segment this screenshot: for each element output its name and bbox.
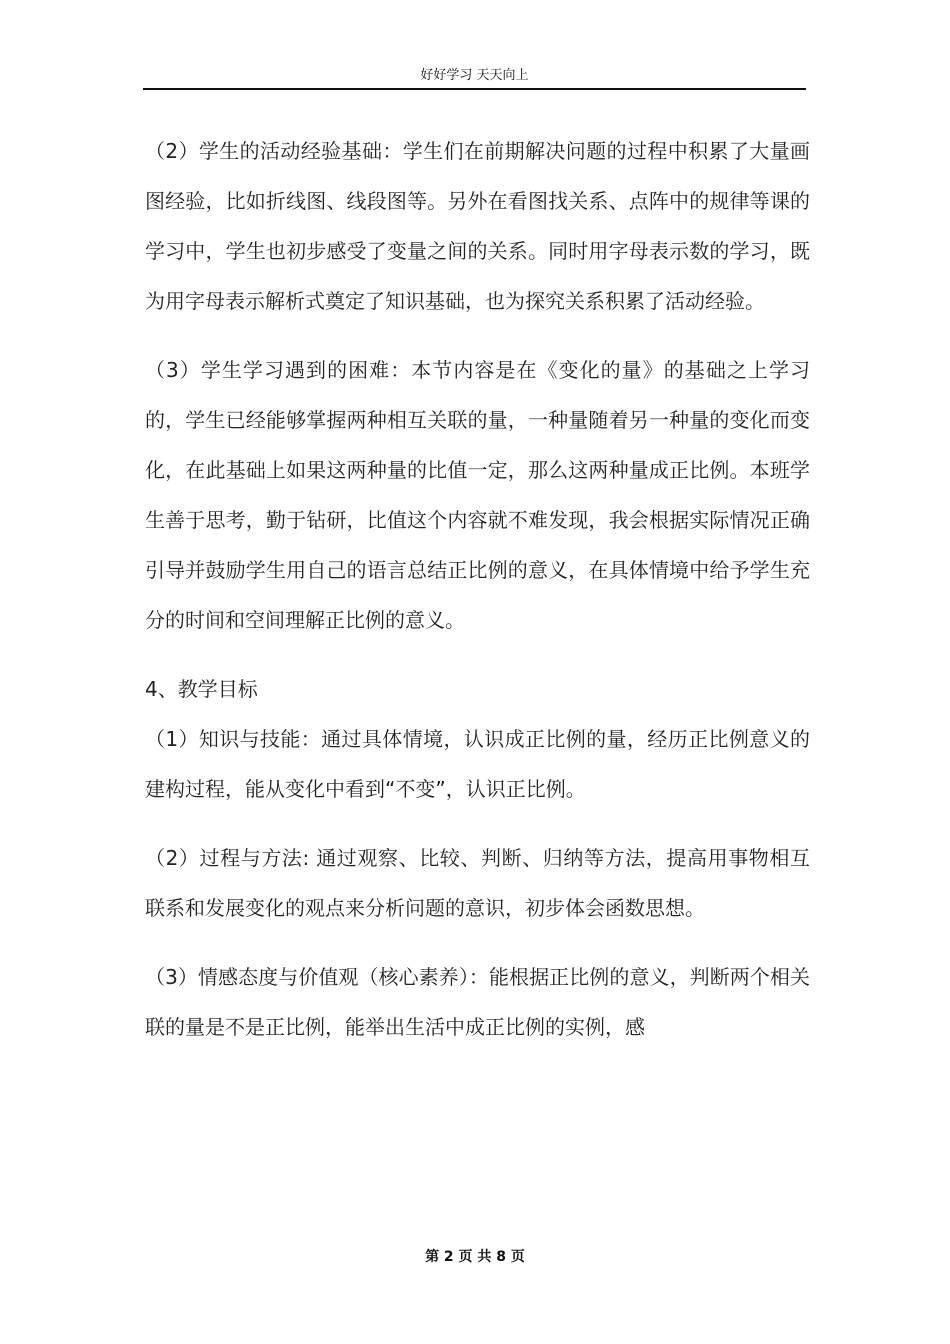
header-divider [143,88,806,90]
section-heading-teaching-goals: 4、教学目标 [145,677,258,701]
paragraph-knowledge-skills: （1）知识与技能：通过具体情境，认识成正比例的量，经历正比例意义的建构过程，能从变化中看到“不变”，认识正比例。 [145,727,810,801]
paragraph-emotions-values: （3）情感态度与价值观（核心素养）：能根据正比例的意义，判断两个相关联的量是不是正比例，能举出生活中成正比例的实例，感 [145,965,810,1039]
page-header: 好好学习 天天向上 [420,68,529,83]
paragraph-learning-difficulties: （3）学生学习遇到的困难：本节内容是在《变化的量》的基础之上学习的，学生已经能够掌握两种相互关联的量，一种量随着另一种量的变化而变化，在此基础上如果这两种量的比值一定，那么这两种量成正比例。本班学生善于思考，勤于钻研，比值这个内容就不难发现，我会根据实际情况正确引导并鼓励学生用自己的语言总结正比例的意义，在具体情境中给予学生充分的时间和空间理解正比例的意义。 [145,358,810,632]
document-body [145,126,810,1052]
paragraph-process-methods: （2）过程与方法: 通过观察、比较、判断、归纳等方法，提高用事物相互联系和发展变化的观点来分析问题的意识，初步体会函数思想。 [145,846,810,920]
paragraph-activity-experience: （2）学生的活动经验基础：学生们在前期解决问题的过程中积累了大量画图经验，比如折线图、线段图等。另外在看图找关系、点阵中的规律等课的学习中，学生也初步感受了变量之间的关系。同时用字母表示数的学习，既为用字母表示解析式奠定了知识基础，也为探究关系积累了活动经验。 [145,139,810,313]
page-footer: 第 2 页 共 8 页 [425,1249,525,1265]
